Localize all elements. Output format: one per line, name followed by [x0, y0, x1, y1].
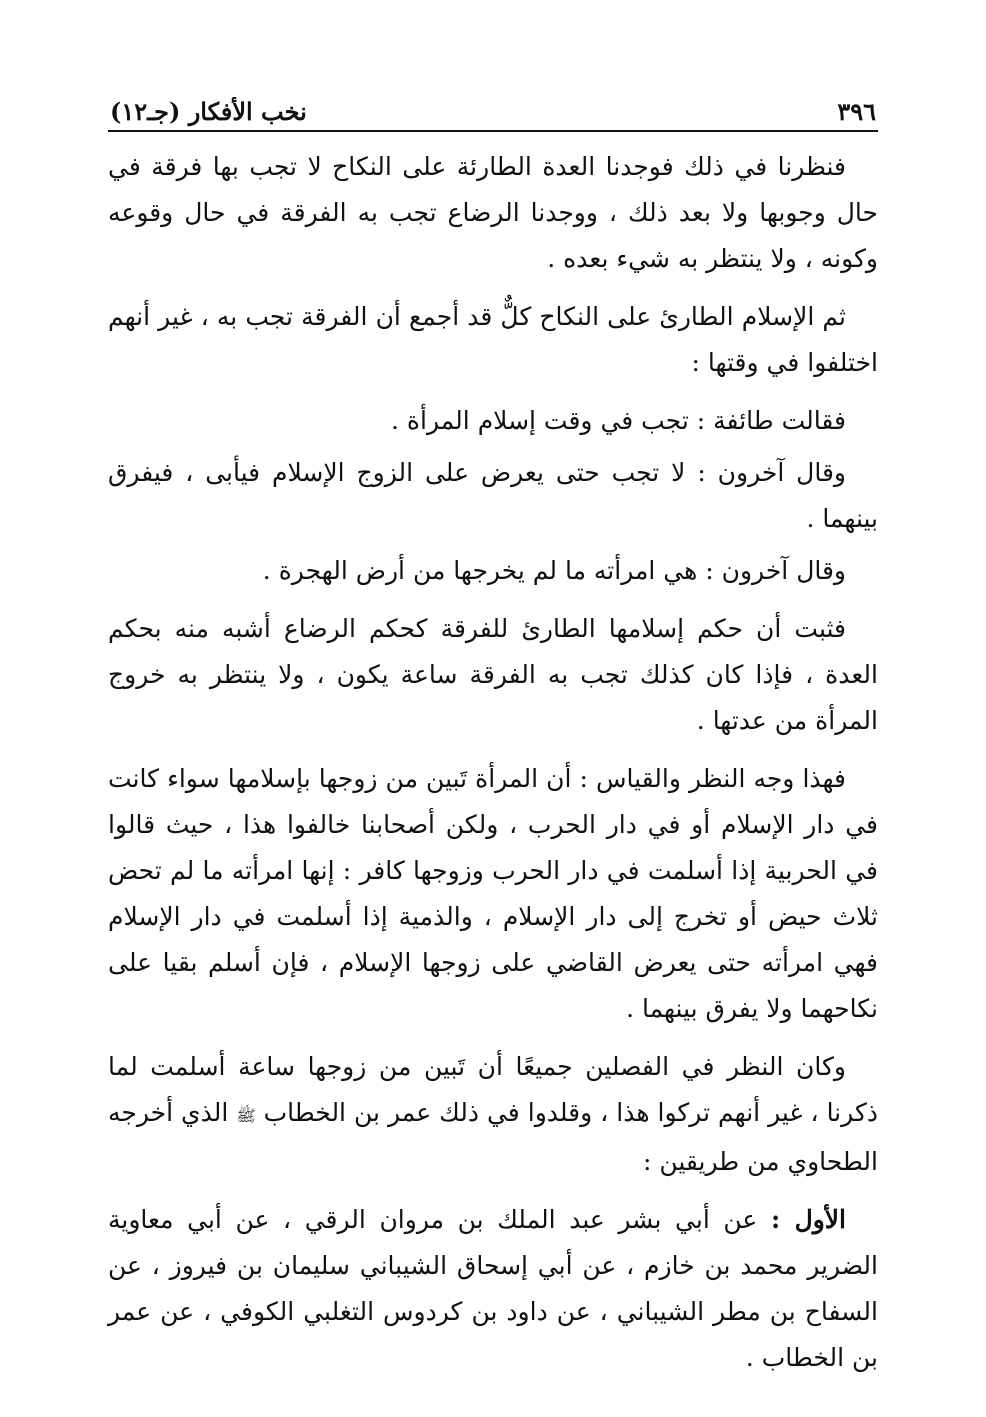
paragraph: فقالت طائفة : تجب في وقت إسلام المرأة . [391, 406, 846, 435]
paragraph: فنظرنا في ذلك فوجدنا العدة الطارئة على النكاح لا تجب بها فرقة في حال وجوبها ولا بعد ذلك ، ووجدنا الرضاع تجب به الفرقة في حال وقوعه وكونه ، ولا ينتظر به شيء بعده . [108, 152, 878, 273]
paragraph: وقال آخرون : لا تجب حتى يعرض على الزوج الإسلام فيأبى ، فيفرق بينهما . [108, 458, 878, 533]
paragraph-text: عن أبي بشر عبد الملك بن مروان الرقي ، عن أبي معاوية الضرير محمد بن خازم ، عن أبي إسحاق الشيباني سليمان بن فيروز ، عن السفاح بن مطر الشيباني ، عن داود بن كردوس التغلبي الكوفي ، عن عمر بن الخطاب . [108, 1205, 878, 1372]
paragraph-text: وكان النظر في الفصلين جميعًا أن تَبين من زوجها ساعة أسلمت لما ذكرنا ، غير أنهم تركوا هذا ، وقلدوا في ذلك عمر بن الخطاب [108, 1052, 878, 1127]
paragraph: فهذا وجه النظر والقياس : أن المرأة تَبين من زوجها بإسلامها سواء كانت في دار الإسلام أو في دار الحرب ، ولكن أصحابنا خالفوا هذا ، حيث قالوا في الحربية إذا أسلمت في دار الحرب وزوجها كافر : إنها امرأته ما لم تحض ثلاث حيض أو تخرج إلى دار الإسلام ، والذمية إذا أسلمت في دار الإسلام فهي امرأته حتى يعرض القاضي على زوجها الإسلام ، فإن أسلم بقيا على نكاحهما ولا يفرق بينهما . [108, 764, 878, 1023]
page-number: ٣٩٦ [837, 97, 876, 126]
book-page [108, 88, 878, 1393]
paragraph [108, 1197, 878, 1381]
running-header [108, 88, 878, 126]
paragraph-text: الذي أخرجه الطحاوي من طريقين : [108, 1098, 878, 1176]
book-title: نخب الأفكار (جـ١٢) [110, 97, 307, 126]
body-text [108, 144, 878, 1381]
paragraph-lead: الأول : [770, 1205, 847, 1234]
header-rule [108, 130, 878, 132]
paragraph: فثبت أن حكم إسلامها الطارئ للفرقة كحكم الرضاع أشبه منه بحكم العدة ، فإذا كان كذلك تجب به الفرقة ساعة يكون ، ولا ينتظر به خروج المرأة من عدتها . [108, 614, 878, 735]
paragraph: وقال آخرون : هي امرأته ما لم يخرجها من أرض الهجرة . [262, 556, 846, 585]
paragraph: ثم الإسلام الطارئ على النكاح كلٌّ قد أجمع أن الفرقة تجب به ، غير أنهم اختلفوا في وقتها : [108, 302, 878, 377]
honorific-glyph: ﷺ [236, 1106, 256, 1125]
paragraph [108, 1044, 878, 1185]
